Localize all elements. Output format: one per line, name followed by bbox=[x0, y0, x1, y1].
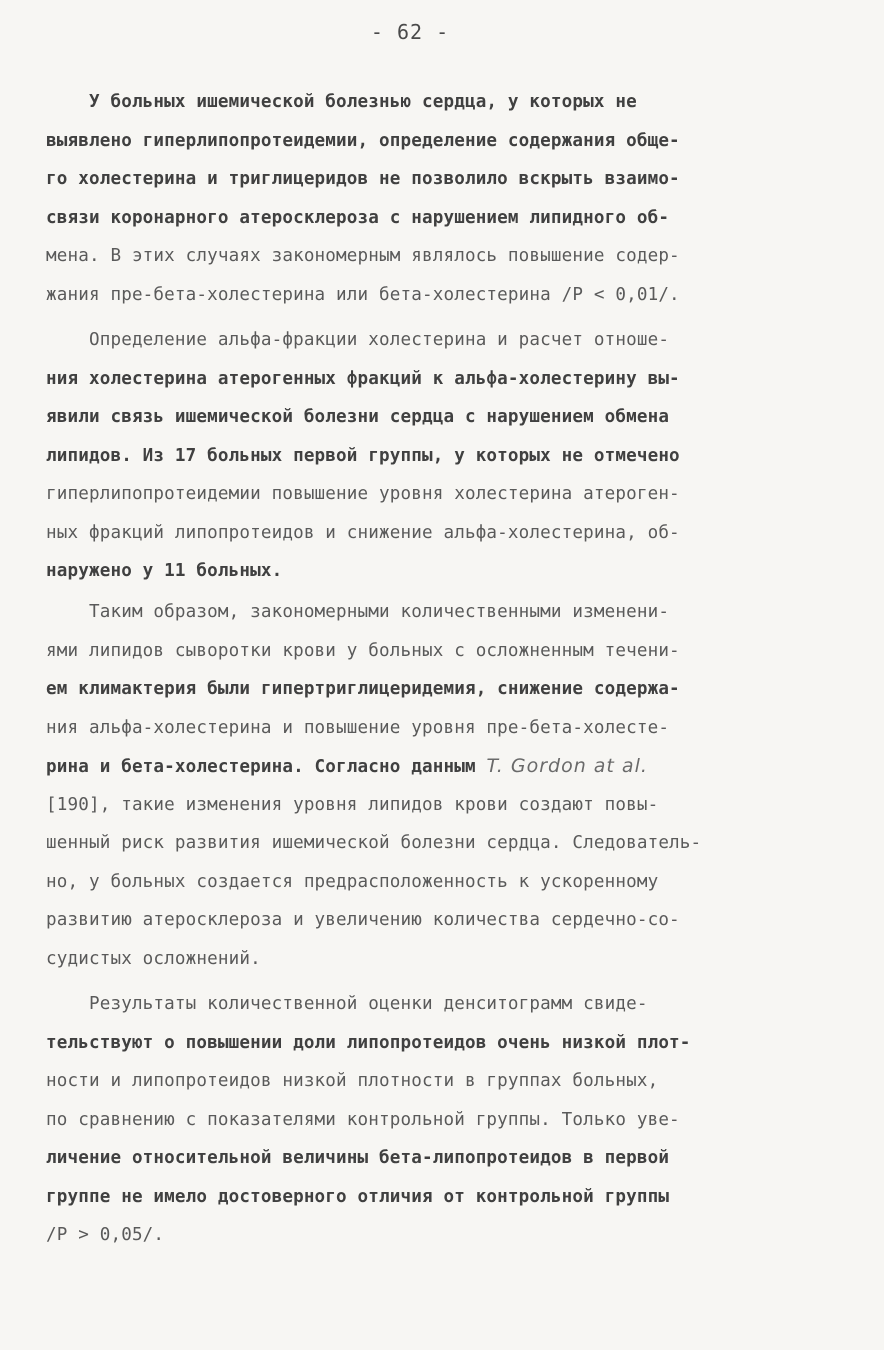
text-line: жания пре-бета-холестерина или бета-холестерина /Р < 0,01/. bbox=[46, 284, 680, 305]
text-line: ями липидов сыворотки крови у больных с осложненным течени- bbox=[46, 640, 680, 661]
text-line: Таким образом, закономерными количественными изменени- bbox=[46, 602, 670, 622]
text-line: по сравнению с показателями контрольной группы. Только уве- bbox=[46, 1109, 680, 1130]
page-number: - 62 - bbox=[370, 20, 450, 44]
text-line: го холестерина и триглицеридов не позволило вскрыть взаимо- bbox=[46, 169, 680, 189]
paragraph-4 bbox=[46, 985, 826, 1255]
paragraph-1 bbox=[46, 83, 826, 314]
text-line bbox=[46, 747, 826, 786]
text-line: развитию атеросклероза и увеличению количества сердечно-со- bbox=[46, 910, 680, 930]
text-line: Результаты количественной оценки денситограмм свиде- bbox=[46, 994, 648, 1014]
text-line: /Р > 0,05/. bbox=[46, 1225, 165, 1245]
paragraph-3 bbox=[46, 593, 826, 978]
text-line: связи коронарного атеросклероза с нарушением липидного об- bbox=[46, 207, 670, 228]
text-line: мена. В этих случаях закономерным являлось повышение содер- bbox=[46, 246, 680, 266]
text-line: но, у больных создается предрасположенность к ускоренному bbox=[46, 871, 659, 892]
text-line: судистых осложнений. bbox=[46, 948, 261, 969]
text-line: группе не имело достоверного отличия от контрольной группы bbox=[46, 1186, 670, 1207]
text-line: наружено у 11 больных. bbox=[46, 561, 283, 581]
text-line: ем климактерия были гипертриглицеридемия, снижение содержа- bbox=[46, 679, 680, 699]
text-line: липидов. Из 17 больных первой группы, у которых не отмечено bbox=[46, 445, 680, 466]
text-line: выявлено гиперлипопротеидемии, определение содержания обще- bbox=[46, 130, 680, 151]
text-line: ния альфа-холестерина и повышение уровня пре-бета-холесте- bbox=[46, 717, 670, 738]
text-line: явили связь ишемической болезни сердца с нарушением обмена bbox=[46, 407, 670, 427]
text-line: ности и липопротеидов низкой плотности в группах больных, bbox=[46, 1071, 659, 1091]
text-line: Определение альфа-фракции холестерина и расчет отноше- bbox=[46, 330, 670, 350]
text-line: У больных ишемической болезнью сердца, у которых не bbox=[46, 92, 637, 112]
text-fragment: рина и бета-холестерина. Согласно данным bbox=[46, 757, 487, 777]
text-line: [190], такие изменения уровня липидов крови создают повы- bbox=[46, 794, 659, 815]
text-line: личение относительной величины бета-липопротеидов в первой bbox=[46, 1148, 670, 1168]
text-line: тельствуют о повышении доли липопротеидов очень низкой плот- bbox=[46, 1032, 691, 1053]
text-line: ных фракций липопротеидов и снижение альфа-холестерина, об- bbox=[46, 522, 680, 543]
paragraph-2 bbox=[46, 321, 826, 591]
text-line: шенный риск развития ишемической болезни сердца. Следователь- bbox=[46, 833, 702, 853]
handwritten-citation: T. Gordon at al. bbox=[486, 755, 648, 777]
text-line: ния холестерина атерогенных фракций к альфа-холестерину вы- bbox=[46, 368, 680, 389]
text-line: гиперлипопротеидемии повышение уровня холестерина атероген- bbox=[46, 484, 680, 504]
